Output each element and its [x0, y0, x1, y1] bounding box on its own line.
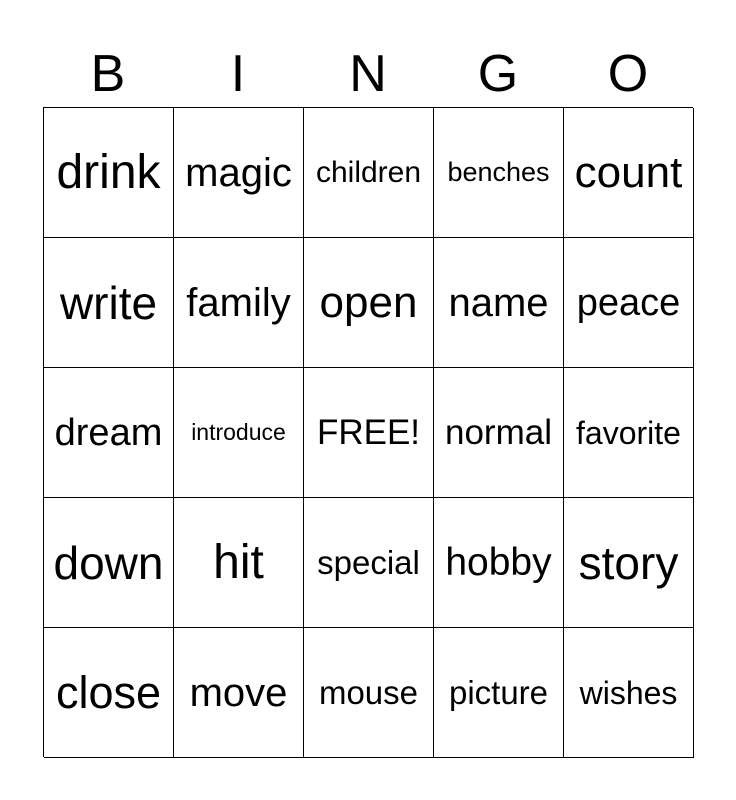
- header-letter-i: I: [230, 45, 246, 103]
- bingo-board: [43, 107, 693, 757]
- bingo-cell[interactable]: [304, 108, 434, 238]
- bingo-cell[interactable]: [174, 238, 304, 368]
- cell-word: children: [315, 155, 422, 189]
- bingo-cell[interactable]: [434, 368, 564, 498]
- bingo-cell[interactable]: [564, 498, 694, 628]
- bingo-cell[interactable]: [44, 368, 174, 498]
- cell-word: benches: [447, 157, 550, 187]
- cell-word: peace: [576, 281, 681, 324]
- header-letter-b: B: [90, 45, 126, 103]
- cell-word: name: [448, 280, 549, 325]
- cell-word: hobby: [445, 541, 552, 584]
- bingo-cell[interactable]: [304, 368, 434, 498]
- cell-word: wishes: [579, 674, 678, 711]
- cell-word: write: [59, 276, 158, 329]
- bingo-cell[interactable]: [44, 498, 174, 628]
- cell-word: open: [319, 277, 418, 327]
- bingo-cell[interactable]: [564, 238, 694, 368]
- header-letter-g: G: [477, 45, 519, 103]
- bingo-cell[interactable]: [304, 238, 434, 368]
- header-letter-o: O: [607, 45, 649, 103]
- bingo-cell[interactable]: [174, 628, 304, 758]
- bingo-cell[interactable]: [564, 628, 694, 758]
- cell-word: drink: [56, 145, 161, 199]
- cell-word: magic: [185, 150, 292, 195]
- bingo-cell[interactable]: [174, 498, 304, 628]
- cell-word: close: [55, 667, 162, 718]
- cell-word: story: [578, 536, 679, 589]
- cell-word: family: [186, 280, 291, 325]
- cell-word: special: [317, 544, 420, 581]
- bingo-cell[interactable]: [304, 628, 434, 758]
- bingo-cell[interactable]: [434, 238, 564, 368]
- bingo-cell[interactable]: [434, 498, 564, 628]
- cell-word: down: [53, 536, 164, 589]
- bingo-cell[interactable]: [564, 108, 694, 238]
- cell-word: FREE!: [316, 413, 421, 452]
- cell-word: favorite: [576, 414, 681, 451]
- cell-word: dream: [54, 411, 163, 454]
- bingo-cell[interactable]: [44, 238, 174, 368]
- header-letter-n: N: [349, 45, 387, 103]
- cell-word: mouse: [318, 674, 419, 711]
- cell-word: introduce: [191, 419, 286, 445]
- bingo-cell[interactable]: [174, 108, 304, 238]
- cell-word: count: [574, 147, 683, 197]
- cell-word: hit: [213, 535, 264, 589]
- cell-word: normal: [445, 413, 552, 452]
- bingo-cell[interactable]: [174, 368, 304, 498]
- bingo-header: [43, 40, 693, 108]
- cell-word: move: [189, 670, 288, 715]
- bingo-cell[interactable]: [304, 498, 434, 628]
- bingo-cell[interactable]: [44, 628, 174, 758]
- bingo-cell[interactable]: [434, 108, 564, 238]
- bingo-cell[interactable]: [434, 628, 564, 758]
- bingo-cell[interactable]: [564, 368, 694, 498]
- bingo-cell[interactable]: [44, 108, 174, 238]
- cell-word: picture: [448, 674, 549, 711]
